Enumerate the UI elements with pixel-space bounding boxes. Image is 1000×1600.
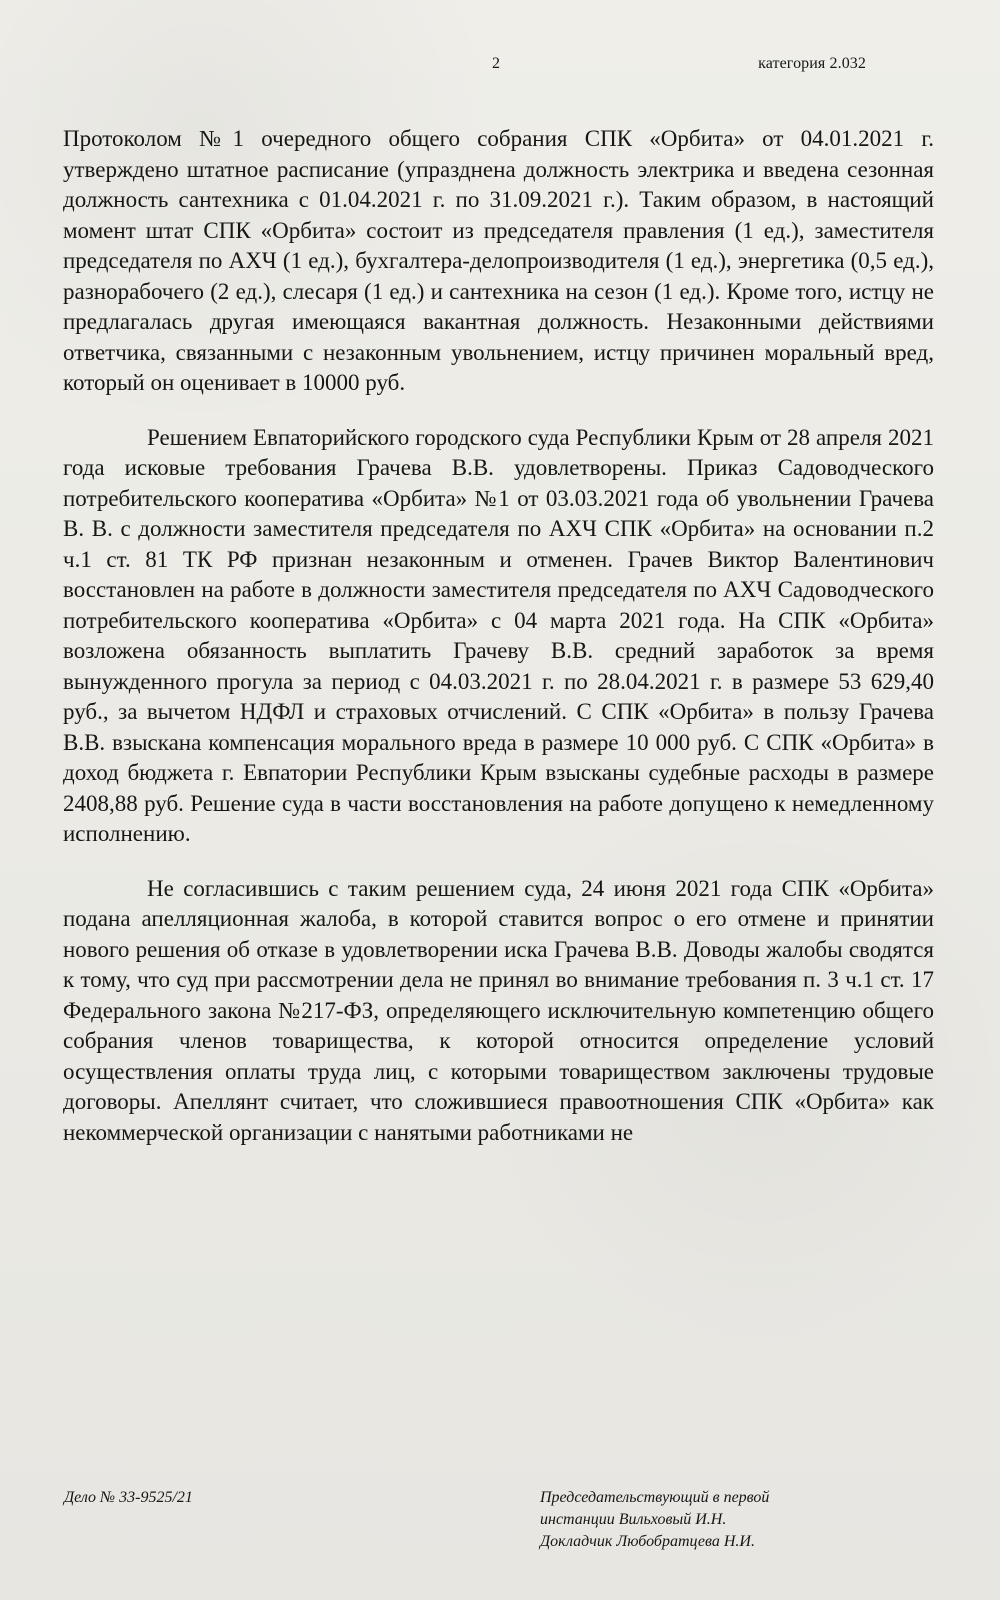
case-number: Дело № 33-9525/21: [64, 1489, 193, 1506]
document-body: [63, 124, 934, 1148]
page-number: 2: [492, 55, 500, 72]
reporting-judge: Докладчик Любобратцева Н.И.: [540, 1533, 755, 1550]
paragraph-appeal: Не согласившись с таким решением суда, 24 июня 2021 года СПК «Орбита» подана апелляционная жалоба, в которой ставится вопрос о его отмене и принятии нового решения об отказе в удовлетворении иска Грачева В.В. Доводы жалобы сводятся к тому, что суд при рассмотрении дела не принял во внимание требования п. 3 ч.1 ст. 17 Федерального закона №217-ФЗ, определяющего исключительную компетенцию общего собрания членов товарищества, к которой относится определение условий осуществления оплаты труда лиц, с которыми товариществом заключены трудовые договоры. Апеллянт считает, что сложившиеся правоотношения СПК «Орбита» как некоммерческой организации с нанятыми работниками не: [63, 875, 934, 1145]
first-instance-judge-line-2: инстанции Вильховый И.Н.: [540, 1511, 727, 1528]
category-label: категория 2.032: [758, 55, 866, 72]
paragraph-court-decision: Решением Евпаторийского городского суда Республики Крым от 28 апреля 2021 года исковые требования Грачева В.В. удовлетворены. Приказ Садоводческого потребительского кооператива «Орбита» №1 от 03.03.2021 года об увольнении Грачева В. В. с должности заместителя председателя по АХЧ СПК «Орбита» на основании п.2 ч.1 ст. 81 ТК РФ признан незаконным и отменен. Грачев Виктор Валентинович восстановлен на работе в должности заместителя председателя по АХЧ Садоводческого потребительского кооператива «Орбита» с 04 марта 2021 года. На СПК «Орбита» возложена обязанность выплатить Грачеву В.В. средний заработок за время вынужденного прогула за период с 04.03.2021 г. по 28.04.2021 г. в размере 53 629,40 руб., за вычетом НДФЛ и страховых отчислений. С СПК «Орбита» в пользу Грачева В.В. взыскана компенсация морального вреда в размере 10 000 руб. С СПК «Орбита» в доход бюджета г. Евпатории Республики Крым взысканы судебные расходы в размере 2408,88 руб. Решение суда в части восстановления на работе допущено к немедленному исполнению.: [63, 424, 934, 846]
paragraph-staffing-and-moral-damage: Протоколом №1 очередного общего собрания СПК «Орбита» от 04.01.2021 г. утверждено штатное расписание (упразднена должность электрика и введена сезонная должность сантехника с 01.04.2021 г. по 31.09.2021 г.). Таким образом, в настоящий момент штат СПК «Орбита» состоит из председателя правления (1 ед.), заместителя председателя по АХЧ (1 ед.), бухгалтера-делопроизводителя (1 ед.), энергетика (0,5 ед.), разнорабочего (2 ед.), слесаря (1 ед.) и сантехника на сезон (1 ед.). Кроме того, истцу не предлагалась другая имеющаяся вакантная должность. Незаконными действиями ответчика, связанными с незаконным увольнением, истцу причинен моральный вред, который он оценивает в 10000 руб.: [63, 126, 934, 395]
judges-block: [540, 1487, 870, 1553]
document-header: [0, 52, 1000, 76]
first-instance-judge-line-1: Председательствующий в первой: [540, 1489, 770, 1506]
